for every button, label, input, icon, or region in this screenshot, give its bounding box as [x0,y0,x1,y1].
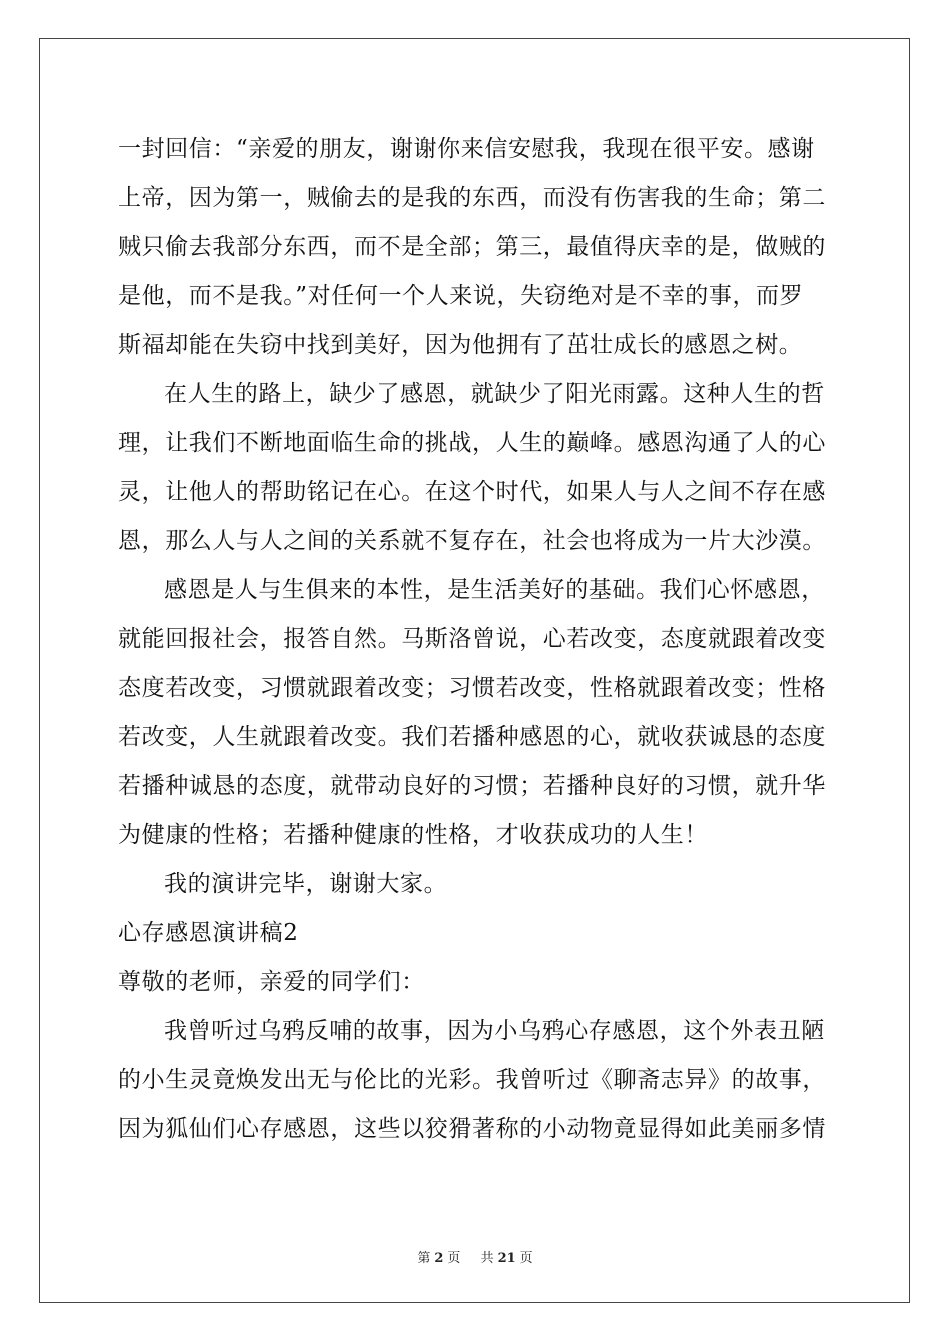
text-line: 是他，而不是我。”对任何一个人来说，失窃绝对是不幸的事，而罗 [118,283,804,309]
total-prefix: 共 [480,1251,494,1266]
text-line: 若改变，人生就跟着改变。我们若播种感恩的心，就收获诚恳的态度 [118,724,826,750]
text-line: 恩，那么人与人之间的关系就不复存在，社会也将成为一片大沙漠。 [118,528,826,554]
text-line: 一封回信：“亲爱的朋友，谢谢你来信安慰我，我现在很平安。感谢 [118,136,815,162]
text-line: 若播种诚恳的态度，就带动良好的习惯；若播种良好的习惯，就升华 [118,773,826,799]
section-title: 心存感恩演讲稿2 [118,920,299,946]
paragraph-start-line: 我曾听过乌鸦反哺的故事，因为小乌鸦心存感恩，这个外表丑陋 [164,1018,825,1044]
current-page: 2 [434,1251,444,1266]
total-suffix: 页 [519,1251,533,1266]
text-line: 理，让我们不断地面临生命的挑战，人生的巅峰。感恩沟通了人的心 [118,430,826,456]
text-line: 态度若改变，习惯就跟着改变；习惯若改变，性格就跟着改变；性格 [118,675,826,701]
total-pages [477,1251,537,1266]
text-line: 贼只偷去我部分东西，而不是全部；第三，最值得庆幸的是，做贼的 [118,234,826,260]
total-count: 21 [497,1251,516,1266]
page-prefix: 第 [417,1251,431,1266]
paragraph-start-line: 在人生的路上，缺少了感恩，就缺少了阳光雨露。这种人生的哲 [164,381,825,407]
page-suffix: 页 [447,1251,461,1266]
closing-line: 我的演讲完毕，谢谢大家。 [164,871,448,897]
text-line: 就能回报社会，报答自然。马斯洛曾说，心若改变，态度就跟着改变 [118,626,826,652]
text-line: 上帝，因为第一，贼偷去的是我的东西，而没有伤害我的生命；第二 [118,185,826,211]
text-line: 斯福却能在失窃中找到美好，因为他拥有了茁壮成长的感恩之树。 [118,332,803,358]
page-footer [0,1247,950,1266]
text-line: 的小生灵竟焕发出无与伦比的光彩。我曾听过《聊斋志异》的故事， [118,1067,826,1093]
salutation: 尊敬的老师，亲爱的同学们： [118,969,425,995]
text-line: 灵，让他人的帮助铭记在心。在这个时代，如果人与人之间不存在感 [118,479,826,505]
document-body [118,125,834,1154]
text-line: 因为狐仙们心存感恩，这些以狡猾著称的小动物竟显得如此美丽多情 [118,1116,826,1142]
page-number [413,1251,464,1266]
text-line: 为健康的性格；若播种健康的性格，才收获成功的人生！ [118,822,708,848]
paragraph-start-line: 感恩是人与生俱来的本性，是生活美好的基础。我们心怀感恩， [164,577,825,603]
